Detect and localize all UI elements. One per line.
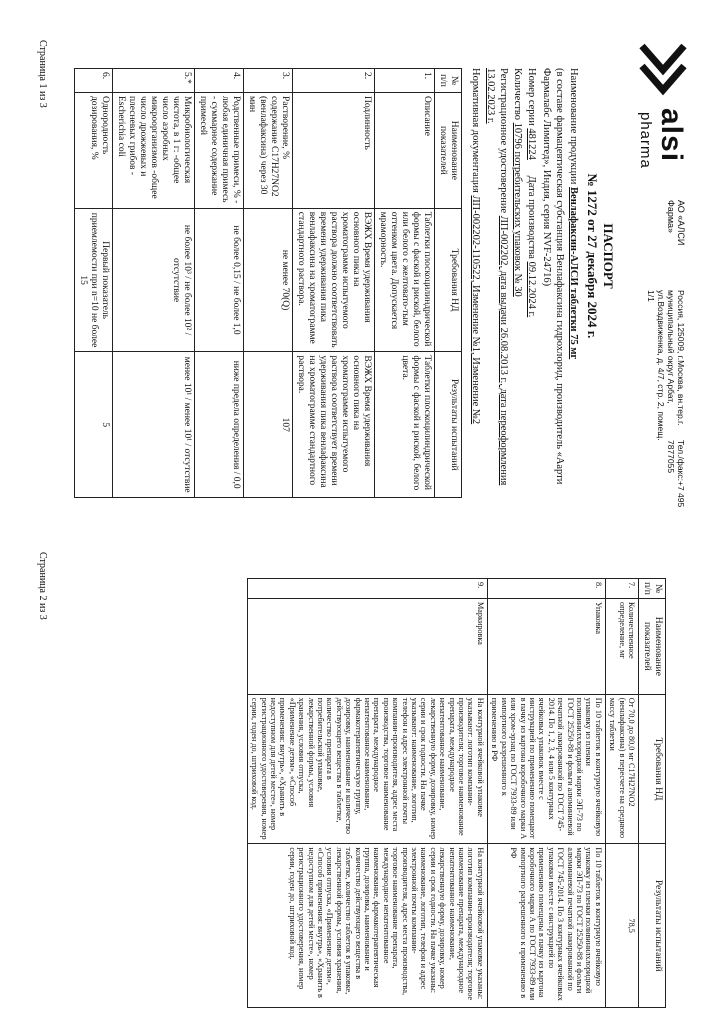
cell-result: ВЭЖХ Время удерживания основного пика на хроматограмме испытуемого раствора соответствует времени удерживания пика венлафаксина на хроматограмме стандартного раствора. (293, 352, 375, 498)
cell-result: 5 (75, 352, 113, 498)
cell-req: не более 10³ / не более 10² / отсутствие (113, 208, 195, 352)
cell-req: Первый показатель приемлемости при n=10 не более 15 (75, 208, 113, 352)
norm-value: ЛП-002202-110522, Изменение №1, Изменение №2 (470, 195, 481, 425)
cell-name: Подлинность (293, 92, 375, 208)
cell-result: ниже предела определения / 0,0 (195, 352, 244, 498)
table-row (487, 579, 605, 1008)
cell-name: Описание (375, 92, 435, 208)
logo-word: alsi (655, 108, 688, 163)
product-line (567, 68, 580, 498)
cell-result: На контурной ячейковой упаковке указаны: логотип компании-производителя; торговое наименование препарата, международное непатентованное наименование, лекарственную форму, дозировку, номер серии и срок годности. На пачке указаны: наименование, логотип, телефон и адрес электронной почты компании-производителя, адрес места производства, торговое наименование препарата, международное непатентованное наименование, фармакотерапевтическая группа, дозировка, наименование и количество действующего вещества в таблетке, количество таблеток в упаковке, лекарственной формы, условия хранения, условия отпуска, «Применение детям», «Способ применения: внутрь», «Хранить в недоступном для детей месте», номер регистрационного удостоверения, номер серии, годен до, штриховой код. (247, 844, 487, 1008)
th-indicator: Наименование показателей (435, 92, 462, 208)
company-address: Россия, 125009, г.Москва, вн.тер.г. муниципальный округ Арбат, ул.Воздвиженка, д. 4/7, стр. 2, помещ. 1/1 (646, 290, 686, 441)
cell-num: 9. (247, 579, 487, 599)
cell-name: Однородность дозирования, % (75, 92, 113, 208)
cell-req: не менее 70(Q) (244, 208, 293, 352)
quantity-label: Количество (512, 68, 523, 121)
cell-result: 107 (244, 352, 293, 498)
cell-name: Количественное определение, мг (605, 598, 638, 694)
cell-name: Маркировка (247, 598, 487, 694)
table-row (244, 69, 293, 498)
table-row (605, 579, 638, 1008)
th-num: № п/п (435, 69, 462, 93)
page-2 (0, 512, 724, 1024)
cell-result: По 10 таблеток в контурную ячейковую упаковку из пленки поливинилхлоридной марки ЭП-73 по ГОСТ 25250-88 и фольги алюминиевой печатной лакированной по ГОСТ 745-2014. По 3 контурных ячейковых упаковки вместе с инструкцией по применению помещены в пачку из картона коробочного марки А по ГОСТ 7933-89 или импортного разрешенного к применению в РФ (487, 844, 605, 1008)
quantity-line (511, 68, 524, 498)
table-row (293, 69, 375, 498)
reg-value: ЛП-002202, дата выдачи 26.08.2013 г., дата переоформления 13.02.2023 г. (485, 68, 509, 486)
alsi-chevron-logo-icon (636, 40, 690, 104)
product-label: Наименование продукции (568, 68, 579, 185)
company-contact: Тел./факс:+7 495 7877055 (666, 440, 686, 508)
th-num: № п/п (639, 579, 666, 599)
cell-num: 4. (195, 69, 244, 93)
cell-name: Родственные примеси, % - любая единичная примесь - суммарное содержание примесей (195, 92, 244, 208)
table-row (247, 579, 487, 1008)
th-result: Результаты испытаний (639, 844, 666, 1008)
page-number-2: Страница 2 из 3 (37, 552, 48, 620)
reg-label: Регистрационное удостоверение (498, 68, 509, 214)
th-indicator: Наименование показателей (639, 598, 666, 694)
norm-line (469, 68, 482, 498)
composition: (в составе фармацевтическая субстанция Венлафаксина гидрохлорид, производитель «Аарти Фармалабс Лимитед», Индия, серия NVF-24716) (541, 68, 565, 485)
table-row (113, 69, 195, 498)
cell-result: 78,5 (605, 844, 638, 1008)
logo-sub: pharma (637, 112, 654, 169)
batch-line (525, 68, 538, 498)
cell-req: Таблетки плоскоцилиндрической формы с фаской и риской, белого или белого с желтовато-тым оттенком цвета. Допускается мраморность. (375, 208, 435, 352)
table-row (195, 69, 244, 498)
norm-label: Нормативная документация (470, 68, 481, 193)
cell-req: На контурной ячейковой упаковке указывают: логотип компании-производителя; торговое наименование препарата, международное непатентованное наименование, лекарственную форму, дозировку, номер серии и срок годности. На пачке указывают: наименование, логотип, телефон и адрес электронной почты компании-производителя, адрес места производства, торговое наименование препарата, международное непатентованное наименование, фармакотерапевтическую группу, дозировку, наименование и количество действующего вещества в таблетке, количество препарата в потребительской упаковке, лекарственной формы, условия хранения, условия отпуска, «Применение детям», «Способ применения: внутрь», «Хранить в недоступном для детей месте», номер регистрационного удостоверения, номер серии, годен до, штриховой код. (247, 694, 487, 844)
th-req: Требования НД (435, 208, 462, 352)
reg-line (484, 68, 510, 498)
prod-date: 09.12.2024 г. (526, 261, 537, 318)
table-row (375, 69, 435, 498)
page-number-1: Страница 1 из 3 (37, 40, 48, 108)
table-row (75, 69, 113, 498)
product-name: Венлафаксин-АЛСИ таблетки 75 мг (568, 187, 579, 360)
cell-name: Упаковка (487, 598, 605, 694)
cell-name: Микробиологическая чистота, в 1 г: -общее число аэробных микроорганизмов -общее число дрожжевых и плесневых грибов -Escherichia coli (113, 92, 195, 208)
cell-num: 2. (293, 69, 375, 93)
cell-num: 3. (244, 69, 293, 93)
cell-req: не более 0,15 / не более 1,0 (195, 208, 244, 352)
passport-title: ПАСПОРТ (601, 223, 616, 289)
cell-num: 5.* (113, 69, 195, 93)
passport-number-date: № 1272 от 27 декабря 2024 г. (585, 173, 600, 339)
batch-number: 481224 (526, 128, 537, 160)
company-name: АО «АЛСИ Фарма» (666, 200, 686, 246)
cell-req: По 10 таблеток в контурную ячейковую упаковку из пленки поливинилхлоридной марки ЭП-73 по ГОСТ 25250-88 и фольги алюминиевой печатной лакированной по ГОСТ 745-2014. По 1, 2, 3, 4 или 5 контурных ячейковых упаковок вместе с инструкцией по применению помещают в пачку из картона коробочного марки А или хром-эрзац по ГОСТ 7933-89 или импортного разрешенного к применению в РФ (487, 694, 605, 844)
cell-num: 6. (75, 69, 113, 93)
th-req: Требования НД (639, 694, 666, 844)
cell-result: Таблетки плоскоцилиндрической формы с фаской и риской, белого цвета. (375, 352, 435, 498)
cell-name: Растворение, % содержание C17H27NO2 (венлафаксина) через 30 мин (244, 92, 293, 208)
quantity-value: 10796 потребительских упаковок № 30 (512, 122, 523, 297)
prod-date-label: Дата производства (526, 175, 537, 259)
cell-req: От 70,0 до 80,0 мг C17H27NO2 (венлафаксина) в пересчете на среднюю массу таблетки (605, 694, 638, 844)
th-result: Результаты испытаний (435, 352, 462, 498)
cell-num: 1. (375, 69, 435, 93)
cell-req: ВЭЖХ Время удерживания основного пика на хроматограмме испытуемого раствора должно соответствовать времени удерживания пика венлафаксина на хроматограмме стандартного раствора. (293, 208, 375, 352)
cell-num: 7. (605, 579, 638, 599)
cell-result: менее 10¹ / менее 10¹ / отсутствие (113, 352, 195, 498)
batch-label: Номер серии (526, 68, 537, 126)
results-table-page2 (247, 578, 666, 1008)
cell-num: 8. (487, 579, 605, 599)
results-table-page1 (74, 68, 462, 498)
